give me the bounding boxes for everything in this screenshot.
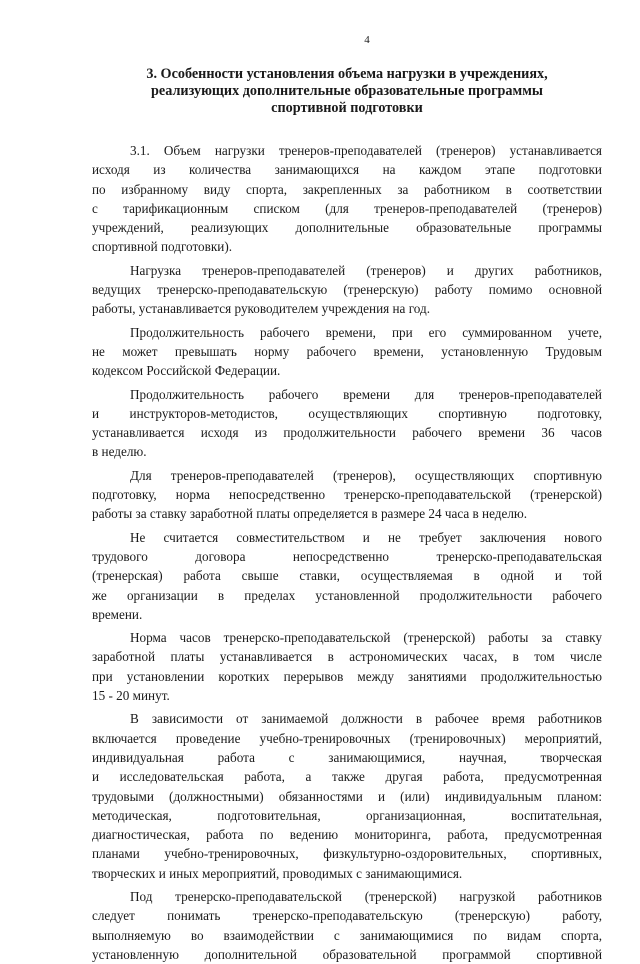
paragraph-line: кодексом Российской Федерации. bbox=[92, 363, 281, 379]
paragraph-line: устанавливается исходя из продолжительности рабочего времени 36 часов bbox=[92, 425, 602, 441]
paragraph-line: заработной платы устанавливается в астрономических часах, в том числе bbox=[92, 649, 602, 665]
paragraph-line: ведущих тренерско-преподавательскую (тренерскую) работу помимо основной bbox=[92, 282, 602, 298]
paragraph bbox=[92, 628, 602, 705]
section-heading-line: реализующих дополнительные образовательные программы bbox=[151, 83, 543, 99]
paragraph-line: трудового договора непосредственно тренерско-преподавательская bbox=[92, 548, 602, 564]
paragraph-line: не может превышать норму рабочего времени, установленную Трудовым bbox=[92, 343, 602, 359]
paragraph-line: методическая, подготовительная, организационная, воспитательная, bbox=[92, 807, 602, 823]
paragraph-line: Продолжительность рабочего времени, при его суммированном учете, bbox=[130, 324, 602, 340]
paragraph-line: В зависимости от занимаемой должности в рабочее время работников bbox=[130, 711, 602, 727]
paragraph bbox=[92, 466, 602, 524]
paragraph-line: индивидуальная работа с занимающимися, научная, творческая bbox=[92, 749, 602, 765]
paragraph bbox=[92, 385, 602, 462]
paragraph-line: следует понимать тренерско-преподавательскую (тренерскую) работу, bbox=[92, 908, 602, 924]
section-heading-line: спортивной подготовки bbox=[271, 100, 423, 116]
section-heading-line: 3. Особенности установления объема нагрузки в учреждениях, bbox=[146, 66, 548, 82]
paragraph-line: Нагрузка тренеров-преподавателей (тренеров) и других работников, bbox=[130, 262, 602, 278]
paragraph-line: работы, устанавливается руководителем учреждения на год. bbox=[92, 301, 431, 317]
paragraph-line: планами учебно-тренировочных, физкультурно-оздоровительных, спортивных, bbox=[92, 846, 602, 862]
paragraph-line: 3.1. Объем нагрузки тренеров-преподавателей (тренеров) устанавливается bbox=[130, 143, 602, 158]
section-heading bbox=[92, 66, 602, 117]
document-body bbox=[92, 141, 602, 964]
paragraph-line: Под тренерско-преподавательской (тренерской) нагрузкой работников bbox=[130, 888, 602, 904]
paragraph-line: в неделю. bbox=[92, 444, 147, 460]
paragraph-line: выполняемую во взаимодействии с занимающимися по видам спорта, bbox=[92, 927, 602, 943]
paragraph-line: (тренерская) работа свыше ставки, осуществляемая в одной и той bbox=[92, 568, 602, 584]
paragraph-line: с тарификационным списком (для тренеров-преподавателей (тренеров) bbox=[92, 200, 602, 216]
paragraph-line: Норма часов тренерско-преподавательской (тренерской) работы за ставку bbox=[130, 630, 602, 646]
page-number: 4 bbox=[364, 34, 370, 46]
paragraph bbox=[92, 709, 602, 883]
paragraph-line: включается проведение учебно-тренировочных (тренировочных) мероприятий, bbox=[92, 730, 602, 746]
paragraph-line: трудовыми (должностными) обязанностями и (или) индивидуальным планом: bbox=[92, 788, 602, 804]
paragraph-line: времени. bbox=[92, 606, 143, 622]
paragraph-line: же организации в пределах установленной продолжительности рабочего bbox=[92, 587, 602, 603]
paragraph bbox=[92, 887, 602, 964]
paragraph bbox=[92, 323, 602, 381]
paragraph-line: спортивной подготовки). bbox=[92, 239, 233, 255]
paragraph-line: учреждений, реализующих дополнительные образовательные программы bbox=[92, 220, 602, 236]
paragraph-line: исходя из количества занимающихся на каждом этапе подготовки bbox=[92, 162, 602, 178]
paragraph-line: творческих и иных мероприятий, проводимых с занимающимися. bbox=[92, 865, 463, 881]
paragraph-line: и инструкторов-методистов, осуществляющих спортивную подготовку, bbox=[92, 405, 602, 421]
paragraph-line: Продолжительность рабочего времени для тренеров-преподавателей bbox=[130, 386, 602, 402]
paragraph-line: работы за ставку заработной платы определяется в размере 24 часа в неделю. bbox=[92, 506, 528, 522]
paragraph-line: Не считается совместительством и не требует заключения нового bbox=[130, 529, 602, 545]
paragraph bbox=[92, 261, 602, 319]
paragraph-line: по избранному виду спорта, закрепленных за работником в соответствии bbox=[92, 181, 602, 197]
paragraph-line: и исследовательская работа, а также другая работа, предусмотренная bbox=[92, 769, 602, 785]
paragraph bbox=[92, 141, 602, 257]
paragraph-line: установленную дополнительной образовательной программой спортивной bbox=[92, 946, 602, 962]
paragraph-line: диагностическая, работа по ведению мониторинга, работа, предусмотренная bbox=[92, 827, 602, 843]
paragraph-line: Для тренеров-преподавателей (тренеров), осуществляющих спортивную bbox=[130, 467, 602, 483]
paragraph bbox=[92, 528, 602, 624]
paragraph-line: подготовку, норма непосредственно тренерско-преподавательской (тренерской) bbox=[92, 487, 602, 503]
paragraph-line: при установлении коротких перерывов между занятиями продолжительностью bbox=[92, 668, 602, 684]
paragraph-line: 15 - 20 минут. bbox=[92, 688, 170, 704]
